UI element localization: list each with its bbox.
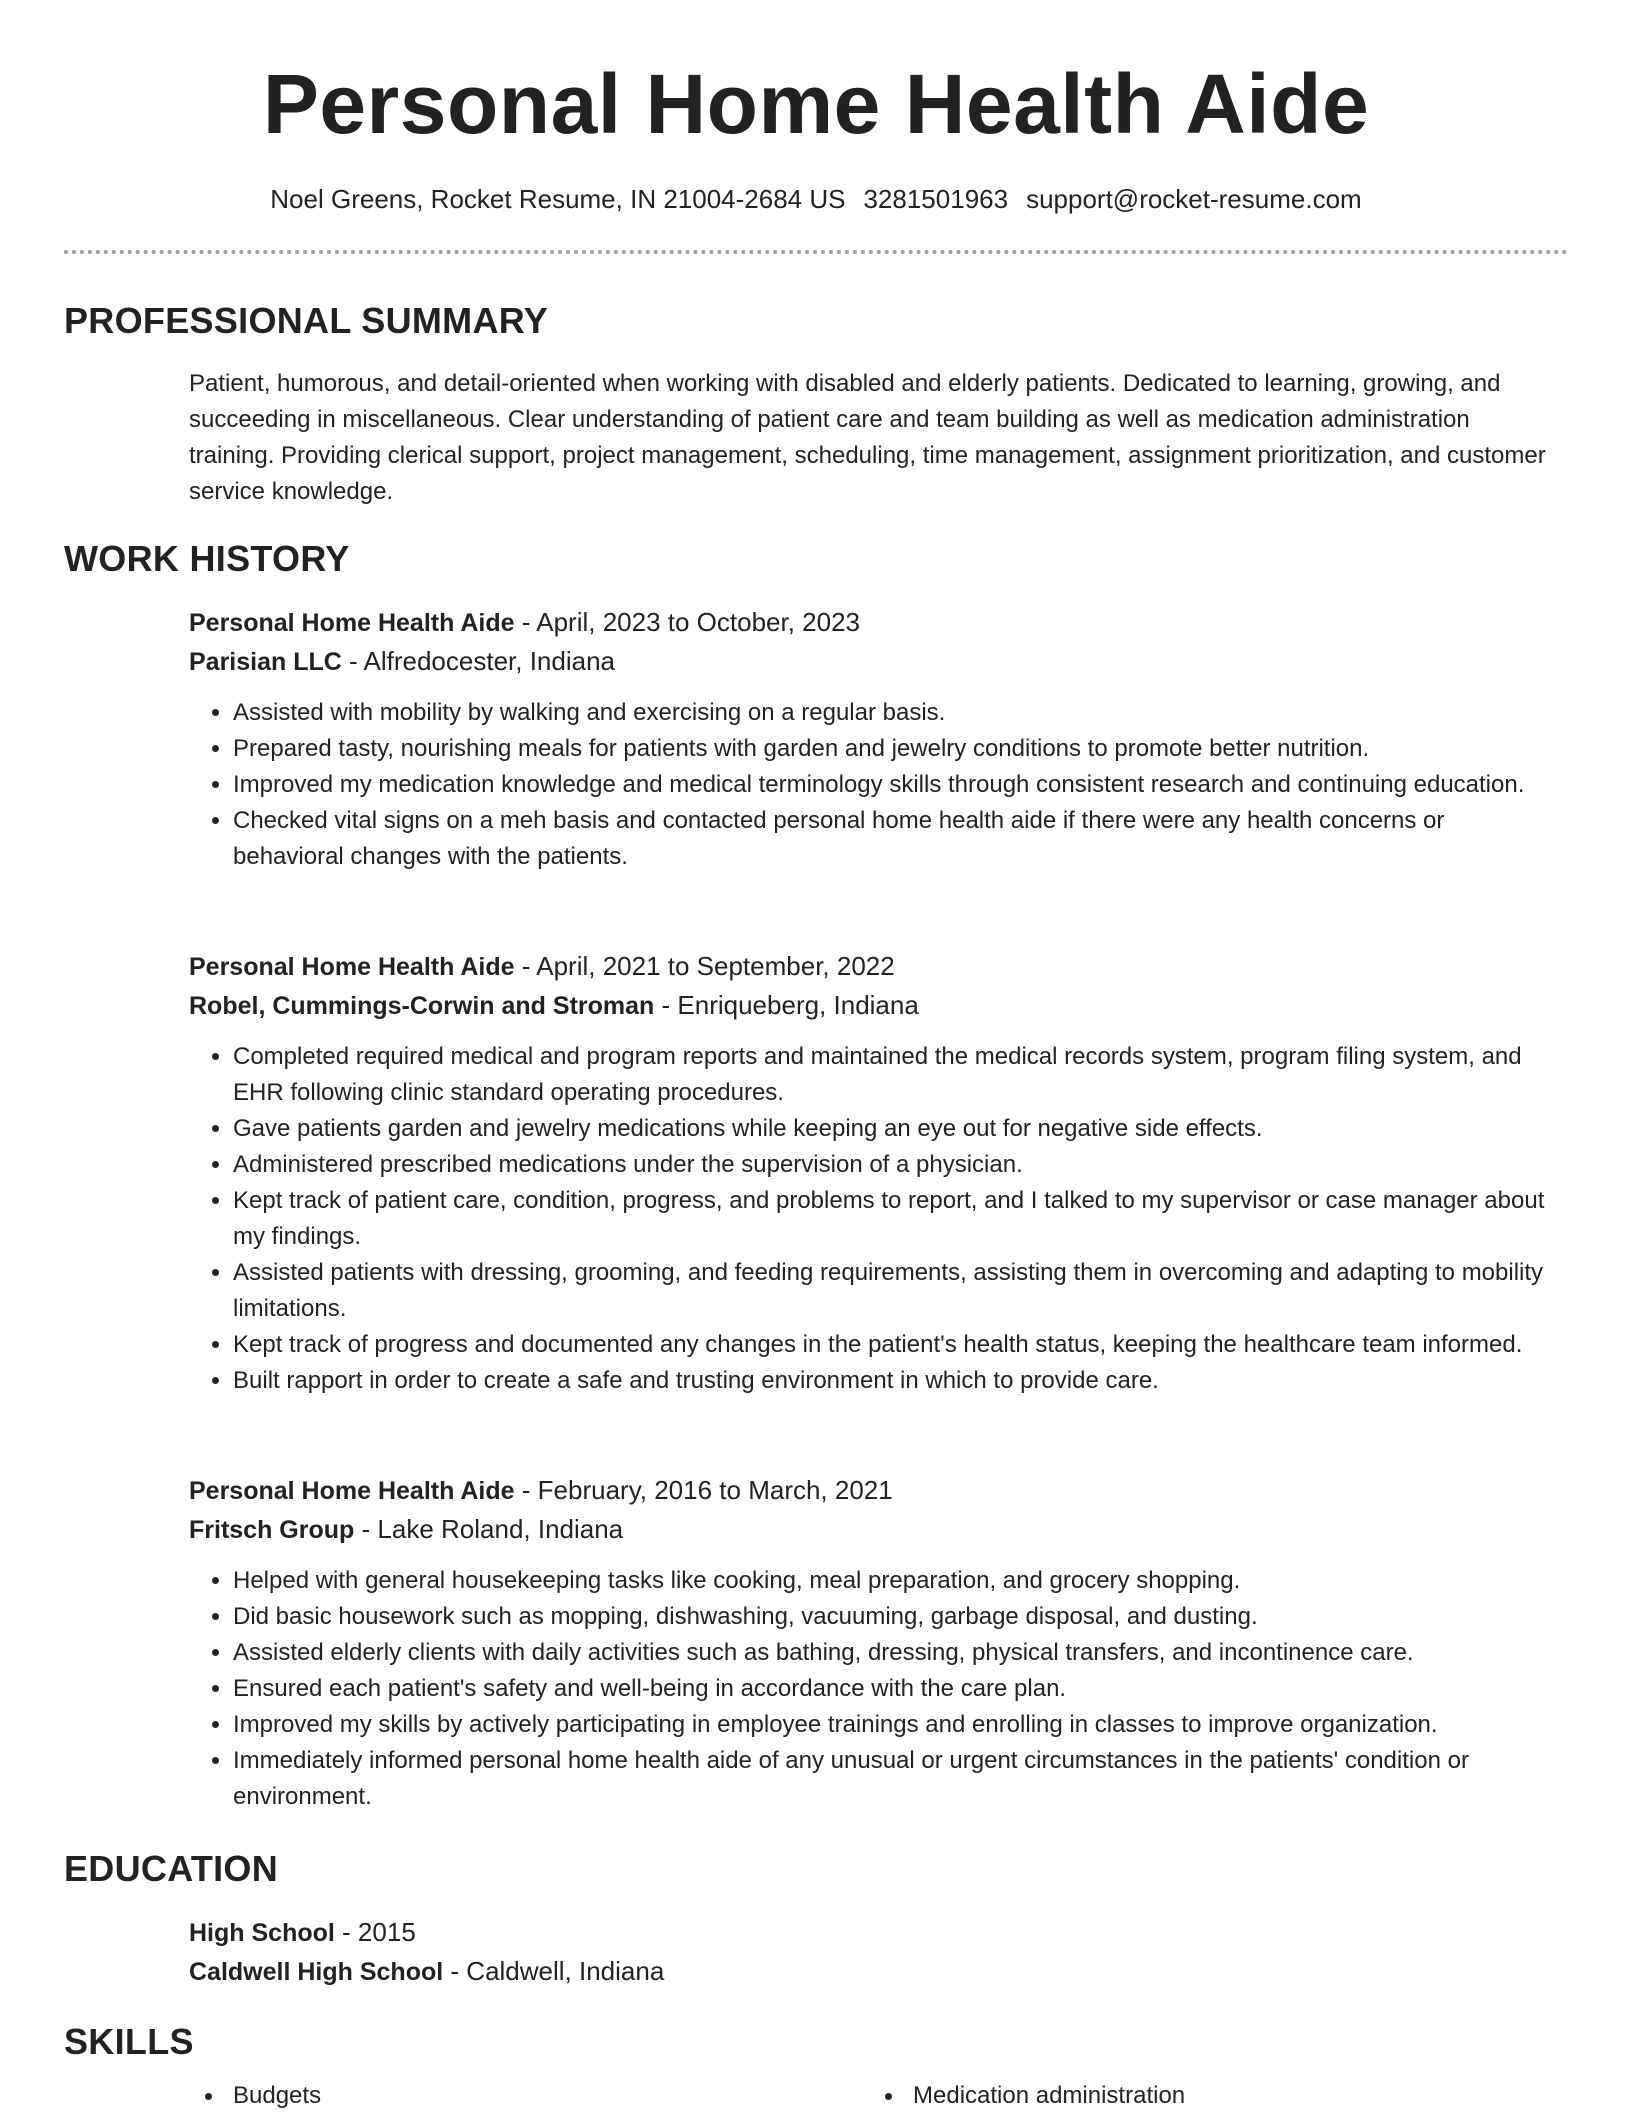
list-item: • Completed required medical and program reports and maintained the medical records system, program filing system, and EHR following clinic standard operating procedures. xyxy=(233,1039,1549,1111)
job-location: - Alfredocester, Indiana xyxy=(341,646,615,676)
section-title-education: EDUCATION xyxy=(64,1848,279,1889)
job-company-line xyxy=(189,1510,1549,1549)
education-entry xyxy=(189,1913,1549,1991)
job-duties-list xyxy=(189,695,1549,875)
job-dates: - April, 2021 to September, 2022 xyxy=(514,951,895,981)
header-divider xyxy=(64,250,1568,254)
job-duties-list xyxy=(189,1563,1549,1815)
job-location: - Lake Roland, Indiana xyxy=(354,1514,624,1544)
list-item: • Immediately informed personal home health aide of any unusual or urgent circumstances in the patients' condition or environment. xyxy=(233,1743,1549,1815)
list-item: • Kept track of progress and documented any changes in the patient's health status, keeping the healthcare team informed. xyxy=(233,1327,1549,1363)
list-item: • Helped with general housekeeping tasks like cooking, meal preparation, and grocery shopping. xyxy=(233,1563,1549,1599)
job-title-line xyxy=(189,947,1549,986)
education-degree-line xyxy=(189,1913,1549,1952)
job-title: Personal Home Health Aide xyxy=(189,609,515,637)
section-title-work: WORK HISTORY xyxy=(64,538,350,579)
job-company-line xyxy=(189,642,1549,681)
list-item: • Kept track of patient care, condition, progress, and problems to report, and I talked to my supervisor or case manager about my findings. xyxy=(233,1183,1549,1255)
list-item: • Assisted patients with dressing, grooming, and feeding requirements, assisting them in overcoming and adapting to mobility limitations. xyxy=(233,1255,1549,1327)
job-company: Robel, Cummings-Corwin and Stroman xyxy=(189,992,655,1020)
section-title-summary: PROFESSIONAL SUMMARY xyxy=(64,300,549,341)
section-title-skills: SKILLS xyxy=(64,2021,194,2062)
job-company: Fritsch Group xyxy=(189,1516,355,1544)
job-company-line xyxy=(189,986,1549,1025)
job-title: Personal Home Health Aide xyxy=(189,1477,515,1505)
job-title: Personal Home Health Aide xyxy=(189,953,515,981)
list-item: • Did basic housework such as mopping, dishwashing, vacuuming, garbage disposal, and dusting. xyxy=(233,1599,1549,1635)
list-item: • Improved my skills by actively participating in employee trainings and enrolling in classes to improve organization. xyxy=(233,1707,1549,1743)
skill-item: Medication administration xyxy=(913,2078,1185,2114)
job-entry xyxy=(189,603,1549,875)
job-duties-list xyxy=(189,1039,1549,1399)
list-item: • Prepared tasty, nourishing meals for patients with garden and jewelry conditions to promote better nutrition. xyxy=(233,731,1549,767)
job-company: Parisian LLC xyxy=(189,648,342,676)
list-item: • Assisted elderly clients with daily activities such as bathing, dressing, physical transfers, and incontinence care. xyxy=(233,1635,1549,1671)
education-school: Caldwell High School xyxy=(189,1958,444,1986)
skill-item: Budgets xyxy=(233,2078,321,2114)
job-entry xyxy=(189,1471,1549,1815)
job-title-line xyxy=(189,603,1549,642)
education-location: - Caldwell, Indiana xyxy=(443,1956,665,1986)
list-item: • Assisted with mobility by walking and exercising on a regular basis. xyxy=(233,695,1549,731)
contact-phone: 3281501963 xyxy=(863,184,1009,214)
job-dates: - April, 2023 to October, 2023 xyxy=(514,607,861,637)
education-year: - 2015 xyxy=(334,1917,416,1947)
list-item: • Gave patients garden and jewelry medications while keeping an eye out for negative side effects. xyxy=(233,1111,1549,1147)
list-item: • Improved my medication knowledge and medical terminology skills through consistent research and continuing education. xyxy=(233,767,1549,803)
contact-line xyxy=(0,182,1632,216)
contact-address: Noel Greens, Rocket Resume, IN 21004-2684 US xyxy=(270,184,846,214)
list-item: • Ensured each patient's safety and well-being in accordance with the care plan. xyxy=(233,1671,1549,1707)
job-entry xyxy=(189,947,1549,1399)
resume-title: Personal Home Health Aide xyxy=(262,57,1370,151)
education-degree: High School xyxy=(189,1919,335,1947)
contact-email[interactable]: support@rocket-resume.com xyxy=(1026,184,1362,214)
job-location: - Enriqueberg, Indiana xyxy=(654,990,919,1020)
list-item: • Checked vital signs on a meh basis and contacted personal home health aide if there were any health concerns or behavioral changes with the patients. xyxy=(233,803,1549,875)
job-title-line xyxy=(189,1471,1549,1510)
education-school-line xyxy=(189,1952,1549,1991)
summary-text: Patient, humorous, and detail-oriented when working with disabled and elderly patients. Dedicated to learning, growing, and succeeding in miscellaneous. Clear understanding of patient care and team building as well as medication administration training. Providing clerical support, project management, scheduling, time management, assignment prioritization, and customer service knowledge. xyxy=(189,370,1546,505)
list-item: • Built rapport in order to create a safe and trusting environment in which to provide care. xyxy=(233,1363,1549,1399)
job-dates: - February, 2016 to March, 2021 xyxy=(514,1475,893,1505)
list-item: • Administered prescribed medications under the supervision of a physician. xyxy=(233,1147,1549,1183)
